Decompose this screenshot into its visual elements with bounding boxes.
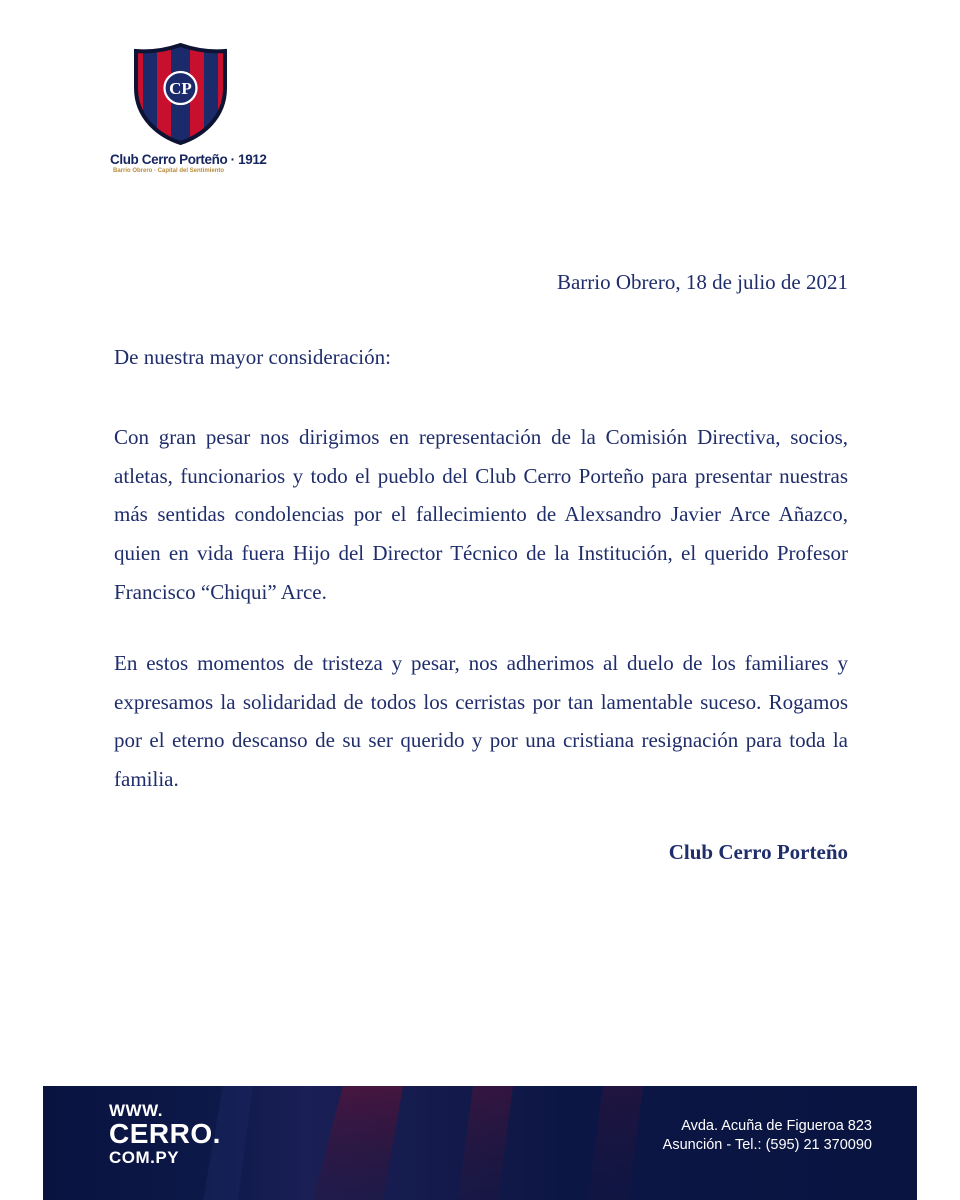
club-tagline: Barrio Obrero · Capital del Sentimiento (113, 168, 225, 174)
letter-paragraph-1: Con gran pesar nos dirigimos en representación de la Comisión Directiva, socios, atletas, funcionarios y todo el pueblo del Club Cerro Porteño para presentar nuestras más sentidas condolencias por el fallecimiento de Alexsandro Javier Arce Añazco, quien en vida fuera Hijo del Director Técnico de la Institución, el querido Profesor Francisco “Chiqui” Arce. (114, 425, 848, 604)
footer-web-line3: COM.PY (109, 1148, 180, 1167)
letter-paragraph-2: En estos momentos de tristeza y pesar, nos adherimos al duelo de los familiares y expresamos la solidaridad de todos los cerristas por tan lamentable suceso. Rogamos por el eterno descanso de su ser querido y por una cristiana resignación para toda la familia. (114, 651, 848, 792)
footer-address-line2: Asunción - Tel.: (595) 21 370090 (662, 1137, 872, 1153)
crest-monogram: CP (169, 79, 192, 98)
footer-website[interactable] (109, 1102, 221, 1166)
footer-web-line1: WWW. (109, 1101, 163, 1120)
footer-address-line1: Avda. Acuña de Figueroa 823 (681, 1118, 872, 1134)
club-name: Club Cerro Porteño · 1912 (110, 152, 267, 167)
footer-address (663, 1117, 872, 1155)
letter-date: Barrio Obrero, 18 de julio de 2021 (556, 270, 848, 294)
footer-web-line2: CERRO. (109, 1118, 221, 1149)
club-crest-icon (133, 42, 228, 146)
letter-salutation: De nuestra mayor consideración: (114, 345, 391, 369)
letter-signature: Club Cerro Porteño (668, 840, 848, 864)
footer-banner (43, 1086, 917, 1200)
club-logo (100, 40, 267, 180)
